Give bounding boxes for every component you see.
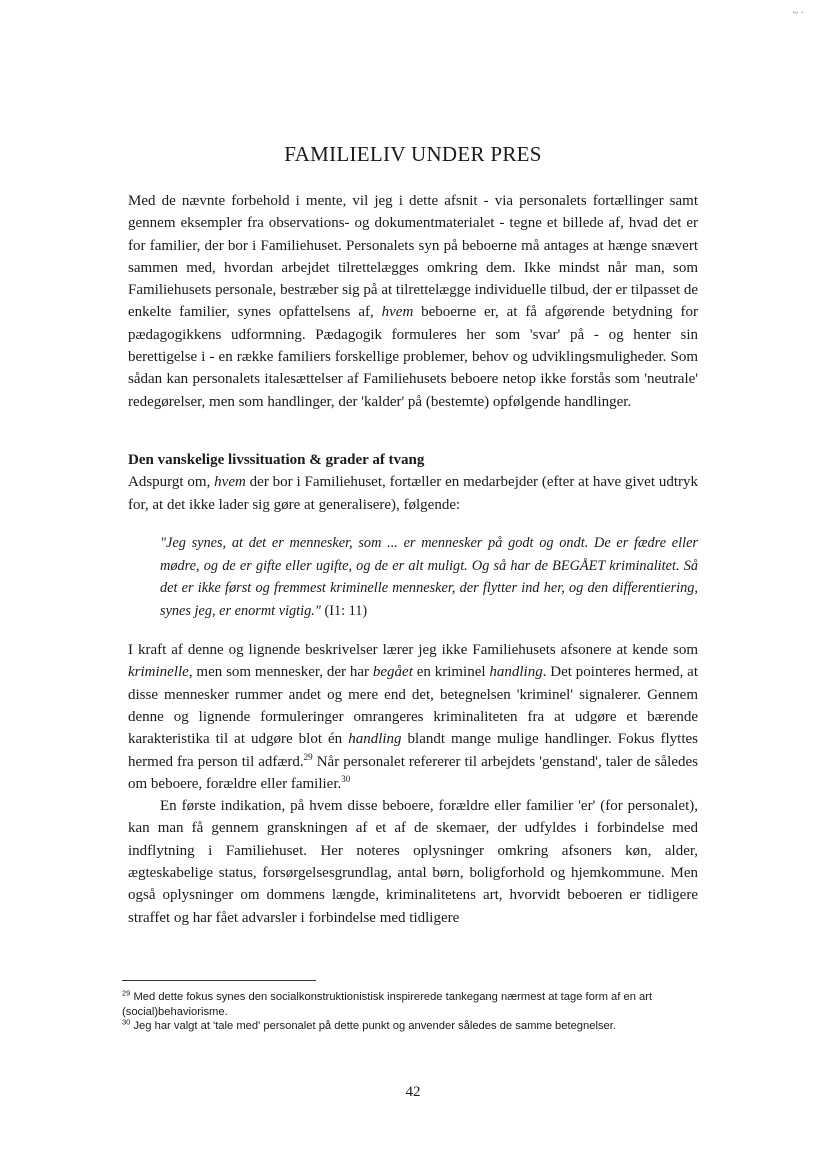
- section-heading: Den vanskelige livssituation & grader af tvang: [128, 451, 425, 468]
- page-number: 42: [405, 1084, 421, 1100]
- footnote-29: [122, 990, 702, 1019]
- quote-text: "Jeg synes, at det er mennesker, som ... er mennesker på godt og ondt. De er fædre eller mødre, og de er gifte eller ugifte, og de er alt muligt. Og så har de BEGÅET kriminalitet. Så det er ikke først og fremmest kriminelle mennesker, der flytter ind her, og den differentiering, synes jeg, er enormt vigtig.": [160, 534, 698, 620]
- section-intro-text: Adspurgt om, hvem der bor i Familiehuset, fortæller en medarbejder (efter at have givet udtryk for, at det ikke lader sig gøre at generalisere), følgende:: [128, 474, 698, 513]
- block-quote: [160, 532, 698, 623]
- paragraph-3: [128, 639, 698, 795]
- paragraph-4: [128, 795, 698, 929]
- footnote-text: Med dette fokus synes den socialkonstruktionistisk inspirerede tankegang nærmest at tage form af en art (social)behaviorisme.: [122, 991, 653, 1018]
- footnote-30: [122, 1019, 702, 1034]
- footnote-divider: [122, 980, 316, 981]
- intro-text: Med de nævnte forbehold i mente, vil jeg i dette afsnit - via personalets fortællinger samt gennem eksempler fra observations- og dokumentmaterialet - tegne et billede af, hvad det er for familier, der bor i Familiehuset. Personalets syn på beboerne må antages at hænge snævert sammen med, hvordan arbejdet tilrettelægges omkring dem. Ikke mindst når man, som Familiehusets personale, bestræber sig på at tilrettelægge individuelle tilbud, der er tilpasset de enkelte familier, synes opfattelsens af, hvem beboerne er, at få afgørende betydning for pædagogikkens udformning. Pædagogik formuleres her som 'svar' på - og henter sin berettigelse i - en række familiers forskellige problemer, behov og udviklingsmuligheder. Som sådan kan personalets italesættelser af Familiehusets beboere netop ikke forstås som 'neutrale' redegørelser, men som handlinger, der 'kalder' på (bestemte) opfølgende handlinger.: [128, 193, 698, 410]
- paragraph-4-text: En første indikation, på hvem disse beboere, forældre eller familier 'er' (for personalet), kan man få gennem granskningen af et af de skemaer, der udfyldes i forbindelse med indflytning i Familiehuset. Her noteres oplysninger omkring afsoners køn, alder, ægteskabelige status, forsørgelsesgrundlag, antal børn, boligforhold og hjemkommune. Men også oplysninger om dommens længde, kriminalitetens art, hvorvidt beboeren er tidligere straffet og har fået advarsler i forbindelse med tidligere: [128, 798, 698, 926]
- footnote-number: 29: [122, 988, 131, 998]
- section-intro-paragraph: [128, 471, 698, 516]
- page-title: FAMILIELIV UNDER PRES: [284, 142, 542, 166]
- footnote-text: Jeg har valgt at 'tale med' personalet på dette punkt og anvender således de samme betegnelser.: [133, 1020, 616, 1033]
- body-text: [128, 190, 698, 929]
- footnotes: [122, 990, 702, 1034]
- footnote-number: 30: [122, 1017, 131, 1027]
- quote-reference: (I1: 11): [324, 603, 368, 620]
- footnote-ref: 29: [303, 751, 313, 762]
- scan-mark: ~ ·: [792, 8, 804, 19]
- footnote-ref: 30: [341, 773, 351, 784]
- paragraph-3-text: I kraft af denne og lignende beskrivelser lærer jeg ikke Familiehusets afsonere at kende som kriminelle, men som mennesker, der har begået en kriminel handling. Det pointeres hermed, at disse mennesker rummer andet og mere end det, betegnelsen 'kriminel' signalerer. Gennem denne og lignende formuleringer omrangeres kriminaliteten fra at udgøre et bærende karakteristika til at udgøre blot én handling blandt mange mulige handlinger. Fokus flyttes hermed fra person til adfærd.$^{29}$ Når personalet refererer til arbejdets 'genstand', taler de således om beboere, forældre eller familier.$^{30}$: [128, 642, 698, 792]
- intro-paragraph: [128, 190, 698, 413]
